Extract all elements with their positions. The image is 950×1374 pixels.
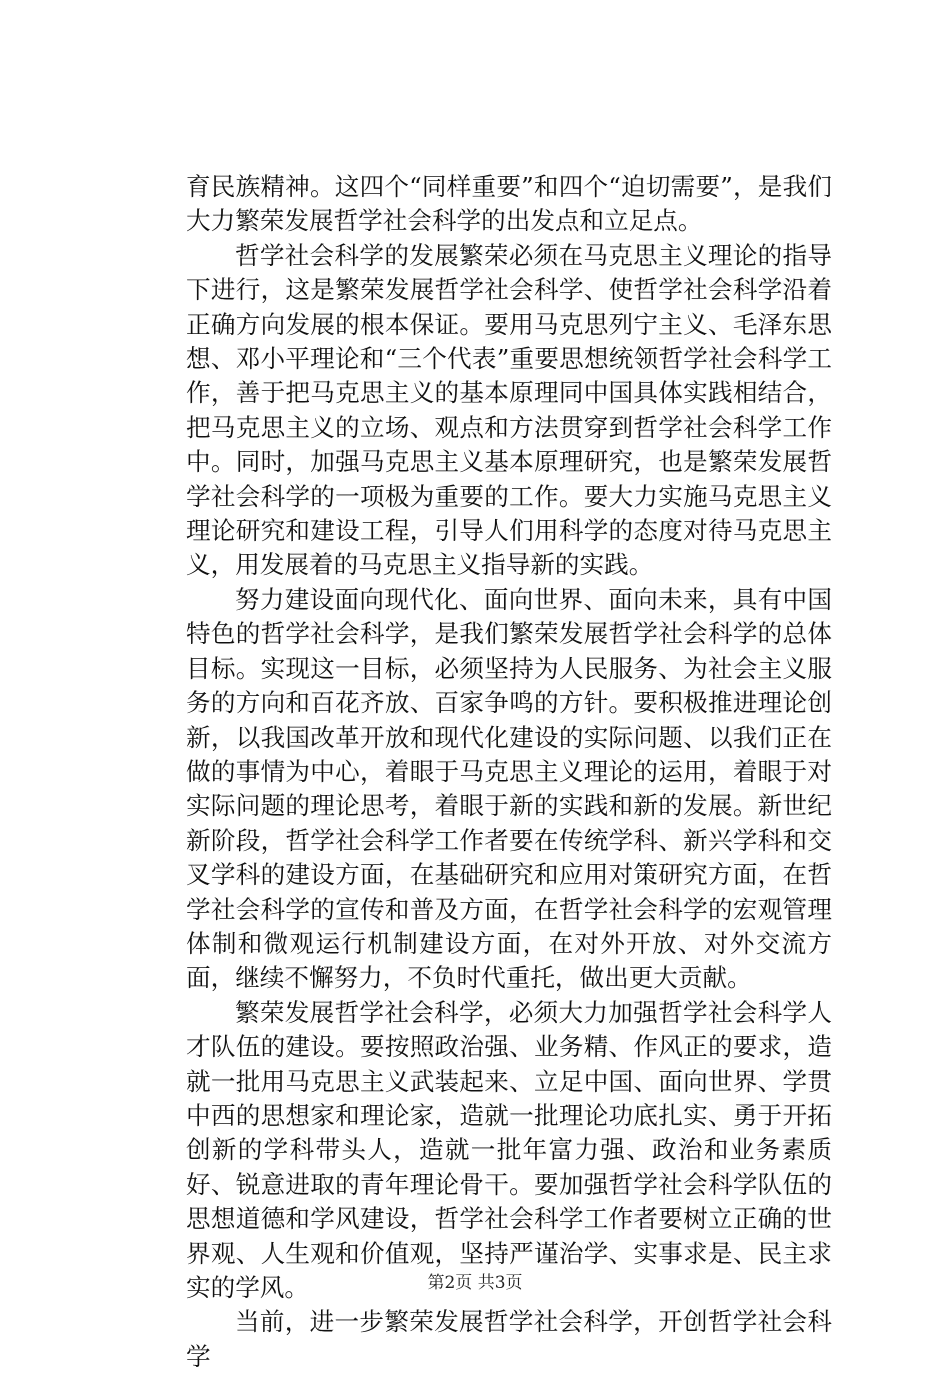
paragraph-3: 努力建设面向现代化、面向世界、面向未来，具有中国特色的哲学社会科学，是我们繁荣发展哲学社会科学的总体目标。实现这一目标，必须坚持为人民服务、为社会主义服务的方向和百花齐放、百家争鸣的方针。要积极推进理论创新，以我国改革开放和现代化建设的实际问题、以我们正在做的事情为中心，着眼于马克思主义理论的运用，着眼于对实际问题的理论思考，着眼于新的实践和新的发展。新世纪新阶段，哲学社会科学工作者要在传统学科、新兴学科和交叉学科的建设方面，在基础研究和应用对策研究方面，在哲学社会科学的宣传和普及方面，在哲学社会科学的宏观管理体制和微观运行机制建设方面，在对外开放、对外交流方面，继续不懈努力，不负时代重托，做出更大贡献。 [186,584,832,993]
document-body [186,170,832,1374]
paragraph-4: 繁荣发展哲学社会科学，必须大力加强哲学社会科学人才队伍的建设。要按照政治强、业务精、作风正的要求，造就一批用马克思主义武装起来、立足中国、面向世界、学贯中西的思想家和理论家，造就一批理论功底扎实、勇于开拓创新的学科带头人，造就一批年富力强、政治和业务素质好、锐意进取的青年理论骨干。要加强哲学社会科学队伍的思想道德和学风建设，哲学社会科学工作者要树立正确的世界观、人生观和价值观，坚持严谨治学、实事求是、民主求实的学风。 [186,997,832,1302]
page-number-footer: 第2页 共3页 [427,1273,523,1293]
paragraph-1: 育民族精神。这四个“同样重要”和四个“迫切需要”，是我们大力繁荣发展哲学社会科学的出发点和立足点。 [186,172,832,236]
paragraph-2: 哲学社会科学的发展繁荣必须在马克思主义理论的指导下进行，这是繁荣发展哲学社会科学、使哲学社会科学沿着正确方向发展的根本保证。要用马克思列宁主义、毛泽东思想、邓小平理论和“三个代表”重要思想统领哲学社会科学工作，善于把马克思主义的基本原理同中国具体实践相结合，把马克思主义的立场、观点和方法贯穿到哲学社会科学工作中。同时，加强马克思主义基本原理研究，也是繁荣发展哲学社会科学的一项极为重要的工作。要大力实施马克思主义理论研究和建设工程，引导人们用科学的态度对待马克思主义，用发展着的马克思主义指导新的实践。 [186,240,832,580]
paragraph-5: 当前，进一步繁荣发展哲学社会科学，开创哲学社会科学 [186,1307,832,1371]
